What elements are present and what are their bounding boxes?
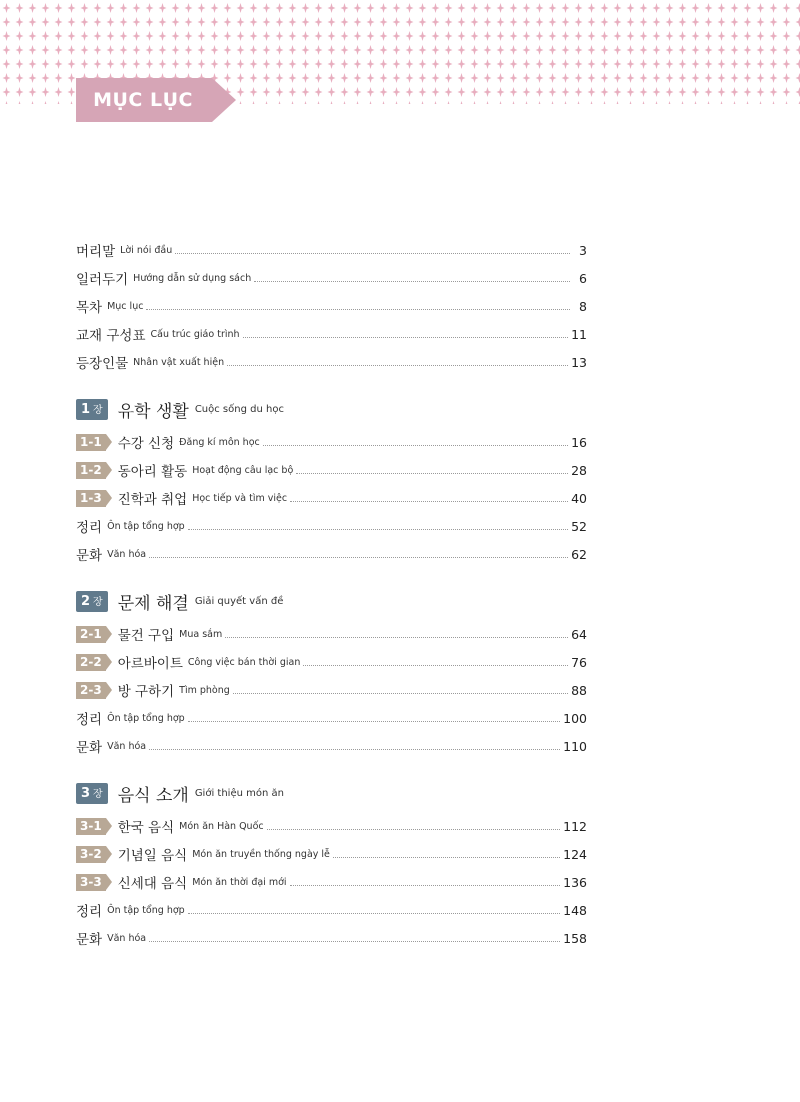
dot-leader	[267, 829, 561, 830]
toc-page-number: 6	[579, 270, 587, 286]
toc-row[interactable]	[76, 236, 587, 264]
toc-row[interactable]	[76, 896, 587, 924]
toc-vietnamese-title: Học tiếp và tìm việc	[192, 492, 288, 504]
toc-vietnamese-title: Món ăn Hàn Quốc	[179, 820, 264, 832]
dot-leader	[296, 473, 568, 474]
toc-row[interactable]	[76, 264, 587, 292]
toc-page-number: 64	[571, 626, 587, 642]
toc-korean-title: 정리	[76, 520, 103, 536]
chapter-number-badge	[76, 399, 108, 420]
toc-korean-title: 동아리 활동	[117, 464, 188, 480]
toc-page-number: 88	[571, 682, 587, 698]
toc-page-number: 100	[563, 710, 587, 726]
dot-leader	[243, 337, 569, 338]
toc-page-number: 13	[571, 354, 587, 370]
page-title: MỤC LỤC	[93, 89, 193, 111]
toc-vietnamese-title: Món ăn truyền thống ngày lễ	[192, 848, 330, 860]
chapter-title: 문제 해결	[117, 593, 189, 614]
toc-row[interactable]	[76, 348, 587, 376]
dot-leader	[263, 445, 568, 446]
toc-korean-title: 목차	[76, 300, 103, 316]
table-of-contents	[76, 236, 587, 952]
front-matter-list	[76, 236, 587, 376]
toc-page-number: 76	[571, 654, 587, 670]
toc-vietnamese-title: Mua sắm	[179, 628, 223, 640]
toc-row[interactable]	[76, 540, 587, 568]
chapter-jang-label: 장	[93, 788, 103, 800]
toc-row[interactable]	[76, 512, 587, 540]
lesson-row[interactable]	[76, 812, 587, 840]
toc-vietnamese-title: Đăng kí môn học	[179, 436, 260, 448]
toc-vietnamese-title: Công việc bán thời gian	[187, 656, 301, 668]
toc-vietnamese-title: Hướng dẫn sử dụng sách	[133, 272, 252, 284]
toc-vietnamese-title: Ôn tập tổng hợp	[107, 520, 185, 532]
lesson-code-badge: 1-3	[76, 490, 106, 507]
toc-korean-title: 일러두기	[76, 272, 129, 288]
toc-korean-title: 진학과 취업	[117, 492, 188, 508]
toc-korean-title: 수강 신청	[117, 436, 175, 452]
dot-leader	[303, 665, 568, 666]
toc-page-number: 62	[571, 546, 587, 562]
lesson-code-badge: 3-3	[76, 874, 106, 891]
lesson-row[interactable]	[76, 484, 587, 512]
toc-page-number: 136	[563, 874, 587, 890]
toc-page-number: 28	[571, 462, 587, 478]
toc-korean-title: 기념일 음식	[117, 848, 188, 864]
toc-korean-title: 교재 구성표	[76, 328, 146, 344]
toc-korean-title: 물건 구입	[117, 628, 175, 644]
dot-leader	[188, 913, 560, 914]
toc-page-number: 3	[579, 242, 587, 258]
toc-page-number: 148	[563, 902, 587, 918]
toc-vietnamese-title: Hoạt động câu lạc bộ	[192, 464, 294, 476]
toc-korean-title: 한국 음식	[117, 820, 175, 836]
lesson-row[interactable]	[76, 676, 587, 704]
toc-page-number: 16	[571, 434, 587, 450]
chapter-2-section	[76, 586, 587, 760]
toc-vietnamese-title: Mục lục	[107, 300, 144, 312]
chapter-subtitle: Giới thiệu món ăn	[194, 787, 284, 799]
toc-page-number: 124	[563, 846, 587, 862]
dot-leader	[149, 557, 568, 558]
dot-leader	[146, 309, 570, 310]
toc-vietnamese-title: Lời nói đầu	[120, 244, 173, 256]
chapter-title: 음식 소개	[117, 785, 189, 806]
chapter-subtitle: Giải quyết vấn đề	[194, 595, 284, 607]
chapter-jang-label: 장	[93, 596, 103, 608]
dot-leader	[333, 857, 560, 858]
toc-vietnamese-title: Ôn tập tổng hợp	[107, 904, 185, 916]
toc-korean-title: 문화	[76, 740, 103, 756]
toc-row[interactable]	[76, 732, 587, 760]
dot-leader	[188, 721, 560, 722]
toc-korean-title: 등장인물	[76, 356, 129, 372]
chapter-1-section	[76, 394, 587, 568]
chapter-subtitle: Cuộc sống du học	[194, 403, 284, 415]
lesson-code-badge: 2-1	[76, 626, 106, 643]
toc-page-number: 112	[563, 818, 587, 834]
toc-page-number: 158	[563, 930, 587, 946]
toc-korean-title: 방 구하기	[117, 684, 175, 700]
toc-vietnamese-title: Ôn tập tổng hợp	[107, 712, 185, 724]
toc-korean-title: 정리	[76, 904, 103, 920]
chapter-heading[interactable]	[76, 586, 587, 616]
chapter-number: 3	[81, 785, 91, 801]
dot-leader	[175, 253, 570, 254]
lesson-code-badge: 3-1	[76, 818, 106, 835]
chapter-heading[interactable]	[76, 778, 587, 808]
dot-leader	[188, 529, 568, 530]
toc-vietnamese-title: Món ăn thời đại mới	[192, 876, 287, 888]
toc-vietnamese-title: Cấu trúc giáo trình	[150, 328, 240, 340]
toc-vietnamese-title: Tìm phòng	[179, 684, 230, 696]
toc-korean-title: 머리말	[76, 244, 116, 260]
lesson-code-badge: 1-2	[76, 462, 106, 479]
dot-leader	[254, 281, 570, 282]
chapter-3-section	[76, 778, 587, 952]
toc-page-number: 52	[571, 518, 587, 534]
dot-leader	[290, 885, 561, 886]
toc-row[interactable]	[76, 292, 587, 320]
toc-page-number: 8	[579, 298, 587, 314]
chapter-number-badge	[76, 591, 108, 612]
chapter-number-badge	[76, 783, 108, 804]
toc-row[interactable]	[76, 924, 587, 952]
toc-row[interactable]	[76, 320, 587, 348]
dot-leader	[233, 693, 568, 694]
chapter-title: 유학 생활	[117, 401, 189, 422]
dot-leader	[149, 941, 560, 942]
toc-page-number: 110	[563, 738, 587, 754]
lesson-row[interactable]	[76, 620, 587, 648]
toc-vietnamese-title: Văn hóa	[107, 932, 147, 944]
toc-page-number: 40	[571, 490, 587, 506]
toc-row[interactable]	[76, 704, 587, 732]
toc-page-number: 11	[571, 326, 587, 342]
lesson-row[interactable]	[76, 456, 587, 484]
toc-vietnamese-title: Nhân vật xuất hiện	[133, 356, 225, 368]
lesson-row[interactable]	[76, 648, 587, 676]
chapter-number: 2	[81, 593, 91, 609]
lesson-row[interactable]	[76, 428, 587, 456]
chapter-jang-label: 장	[93, 404, 103, 416]
lesson-code-badge: 1-1	[76, 434, 106, 451]
chapter-heading[interactable]	[76, 394, 587, 424]
lesson-code-badge: 2-2	[76, 654, 106, 671]
toc-vietnamese-title: Văn hóa	[107, 740, 147, 752]
dot-leader	[290, 501, 568, 502]
dot-leader	[225, 637, 568, 638]
lesson-row[interactable]	[76, 840, 587, 868]
lesson-code-badge: 2-3	[76, 682, 106, 699]
lesson-row[interactable]	[76, 868, 587, 896]
toc-korean-title: 문화	[76, 932, 103, 948]
dot-leader	[149, 749, 560, 750]
toc-vietnamese-title: Văn hóa	[107, 548, 147, 560]
toc-korean-title: 아르바이트	[117, 656, 183, 672]
chapter-number: 1	[81, 401, 91, 417]
dot-leader	[227, 365, 568, 366]
toc-korean-title: 정리	[76, 712, 103, 728]
toc-korean-title: 신세대 음식	[117, 876, 188, 892]
toc-korean-title: 문화	[76, 548, 103, 564]
lesson-code-badge: 3-2	[76, 846, 106, 863]
